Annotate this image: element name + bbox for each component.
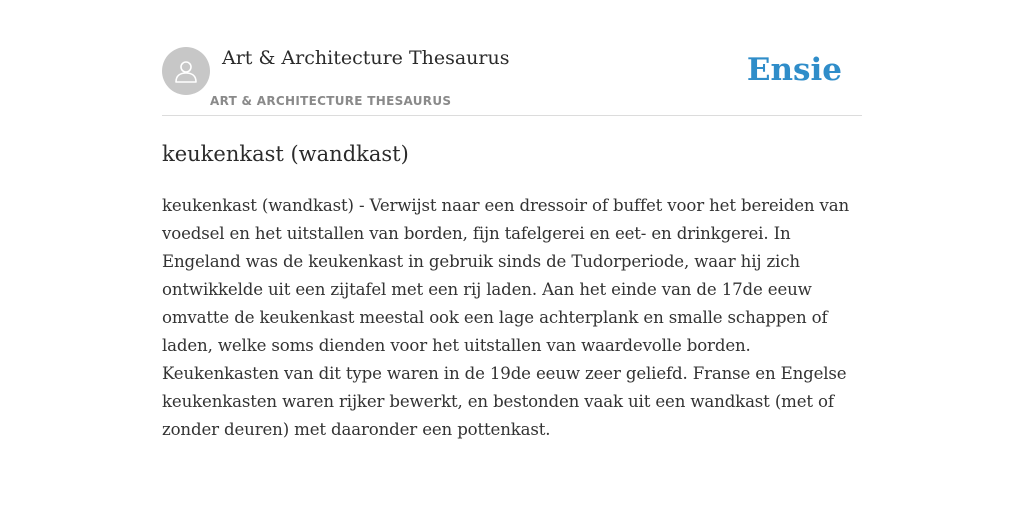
page-title: keukenkast (wandkast): [162, 142, 409, 166]
source-title[interactable]: Art & Architecture Thesaurus: [222, 47, 510, 69]
header-divider: [162, 115, 862, 116]
avatar[interactable]: [162, 47, 210, 95]
definition-text: keukenkast (wandkast) - Verwijst naar een dressoir of buffet voor het bereiden van voedsel en het uitstallen van borden, fijn tafelgerei en eet- en drinkgerei. In Engeland was de keukenkast in gebruik sinds de Tudorperiode, waar hij zich ontwikkelde uit een zijtafel met een rij laden. Aan het einde van de 17de eeuw omvatte de keukenkast meestal ook een lage achterplank en smalle schappen of laden, welke soms dienden voor het uitstallen van waardevolle borden. Keukenkasten van dit type waren in de 19de eeuw zeer geliefd. Franse en Engelse keukenkasten waren rijker bewerkt, en bestonden vaak uit een wandkast (met of zonder deuren) met daaronder een pottenkast.: [162, 196, 850, 439]
brand-logo[interactable]: Ensie: [746, 52, 842, 88]
user-icon: [173, 58, 199, 84]
source-subtitle[interactable]: ART & ARCHITECTURE THESAURUS: [210, 94, 452, 108]
